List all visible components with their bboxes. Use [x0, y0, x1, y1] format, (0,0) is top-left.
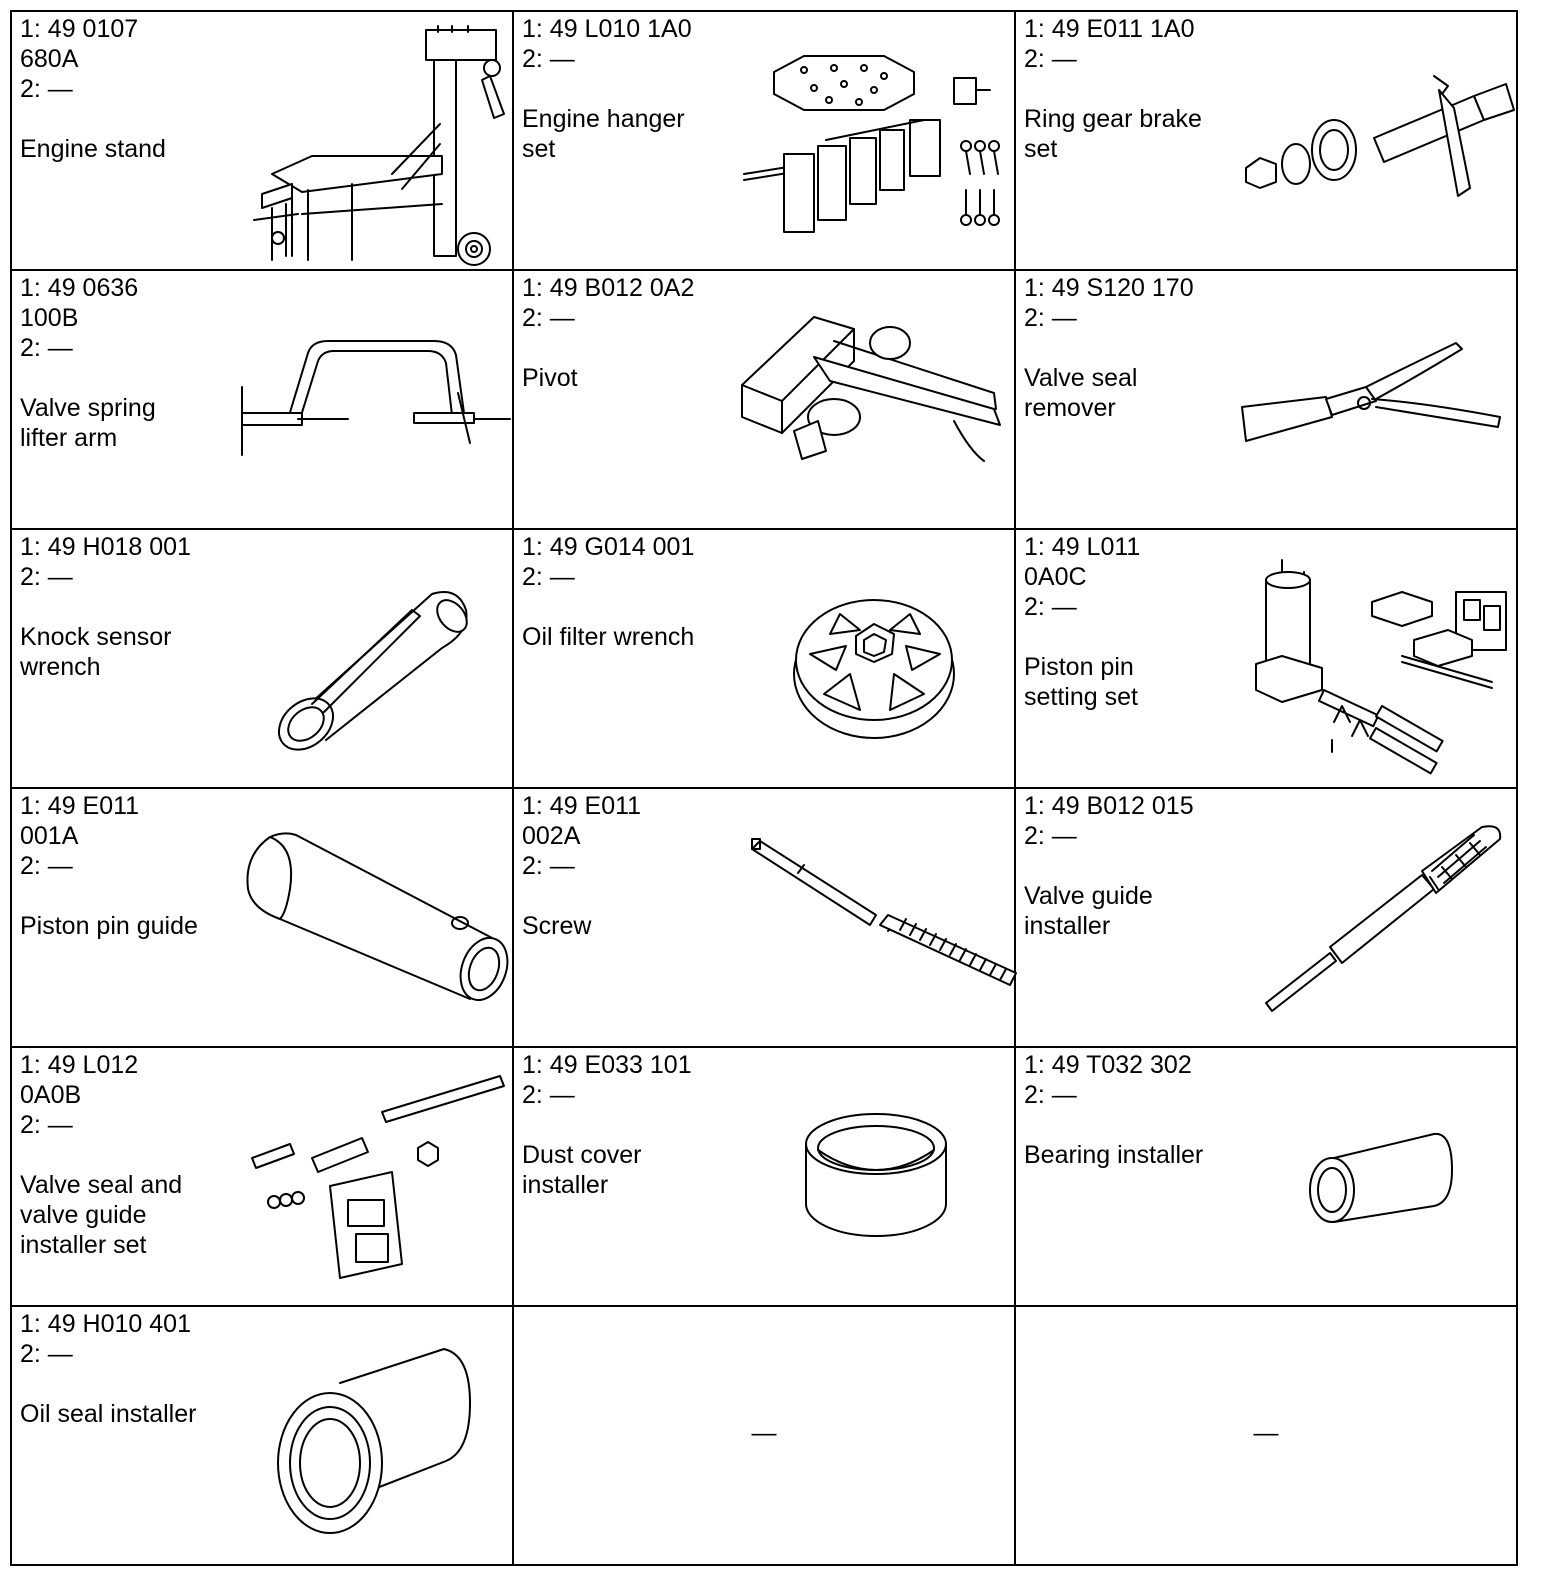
table-row [11, 1047, 1517, 1306]
tool-text: 1: 49 L011 0A0C 2: — Piston pin setting set [1024, 533, 1141, 711]
tool-cell-knock-sensor-wrench [11, 529, 513, 788]
tool-text: 1: 49 S120 170 2: — Valve seal remover [1024, 274, 1194, 422]
tool-cell-dust-cover-installer [513, 1047, 1015, 1306]
tool-text: 1: 49 E011 1A0 2: — Ring gear brake set [1024, 15, 1202, 163]
tool-text: 1: 49 E011 002A 2: — Screw [522, 792, 642, 940]
tool-cell-valve-seal-installer-set [11, 1047, 513, 1306]
piston-pin-guide-icon [240, 829, 510, 1009]
knock-sensor-wrench-icon [262, 570, 482, 750]
table-row [11, 1306, 1517, 1565]
tool-cell-ring-gear-brake-set [1015, 11, 1517, 270]
tool-text: 1: 49 B012 015 2: — Valve guide installer [1024, 792, 1194, 940]
tool-cell-engine-hanger-set [513, 11, 1015, 270]
tool-text: 1: 49 B012 0A2 2: — Pivot [522, 274, 695, 392]
engine-stand-icon [242, 24, 512, 264]
tool-text: 1: 49 T032 302 2: — Bearing installer [1024, 1051, 1204, 1169]
table-row [11, 788, 1517, 1047]
ring-gear-brake-set-icon [1234, 68, 1514, 208]
engine-hanger-set-icon [734, 50, 1014, 230]
empty-dash: — [1253, 1419, 1279, 1447]
tool-cell-valve-guide-installer [1015, 788, 1517, 1047]
tool-cell-valve-spring-lifter-arm [11, 270, 513, 529]
tool-cell-valve-seal-remover [1015, 270, 1517, 529]
empty-dash: — [751, 1419, 777, 1447]
empty-cell [513, 1306, 1015, 1565]
tool-text: 1: 49 H018 001 2: — Knock sensor wrench [20, 533, 191, 681]
tool-cell-bearing-installer [1015, 1047, 1517, 1306]
tool-text: 1: 49 G014 001 2: — Oil filter wrench [522, 533, 695, 651]
table-row [11, 11, 1517, 270]
tool-text: 1: 49 E011 001A 2: — Piston pin guide [20, 792, 198, 940]
valve-guide-installer-icon [1252, 819, 1512, 1019]
pivot-icon [734, 301, 1014, 481]
valve-seal-remover-icon [1236, 337, 1516, 457]
table-row [11, 270, 1517, 529]
tool-text: 1: 49 L010 1A0 2: — Engine hanger set [522, 15, 692, 163]
dust-cover-installer-icon [802, 1110, 952, 1240]
tool-cell-pivot [513, 270, 1015, 529]
valve-spring-lifter-arm-icon [238, 333, 513, 463]
valve-seal-installer-set-icon [232, 1068, 512, 1288]
oil-filter-wrench-icon [790, 574, 960, 754]
piston-pin-setting-set-icon [1252, 556, 1516, 756]
special-tools-table [10, 10, 1518, 1566]
screw-icon [740, 835, 1020, 995]
tool-text: 1: 49 L012 0A0B 2: — Valve seal and valve guide installer set [20, 1051, 183, 1259]
tool-cell-engine-stand [11, 11, 513, 270]
tool-text: 1: 49 0636 100B 2: — Valve spring lifter arm [20, 274, 156, 452]
tool-cell-oil-filter-wrench [513, 529, 1015, 788]
bearing-installer-icon [1304, 1130, 1464, 1230]
tool-text: 1: 49 E033 101 2: — Dust cover installer [522, 1051, 692, 1199]
empty-cell [1015, 1306, 1517, 1565]
tool-text: 1: 49 H010 401 2: — Oil seal installer [20, 1310, 197, 1428]
tool-cell-oil-seal-installer [11, 1306, 513, 1565]
tool-text: 1: 49 0107 680A 2: — Engine stand [20, 15, 166, 163]
tool-cell-screw [513, 788, 1015, 1047]
tool-cell-piston-pin-setting-set [1015, 529, 1517, 788]
table-row [11, 529, 1517, 788]
tool-cell-piston-pin-guide [11, 788, 513, 1047]
oil-seal-installer-icon [274, 1343, 474, 1543]
